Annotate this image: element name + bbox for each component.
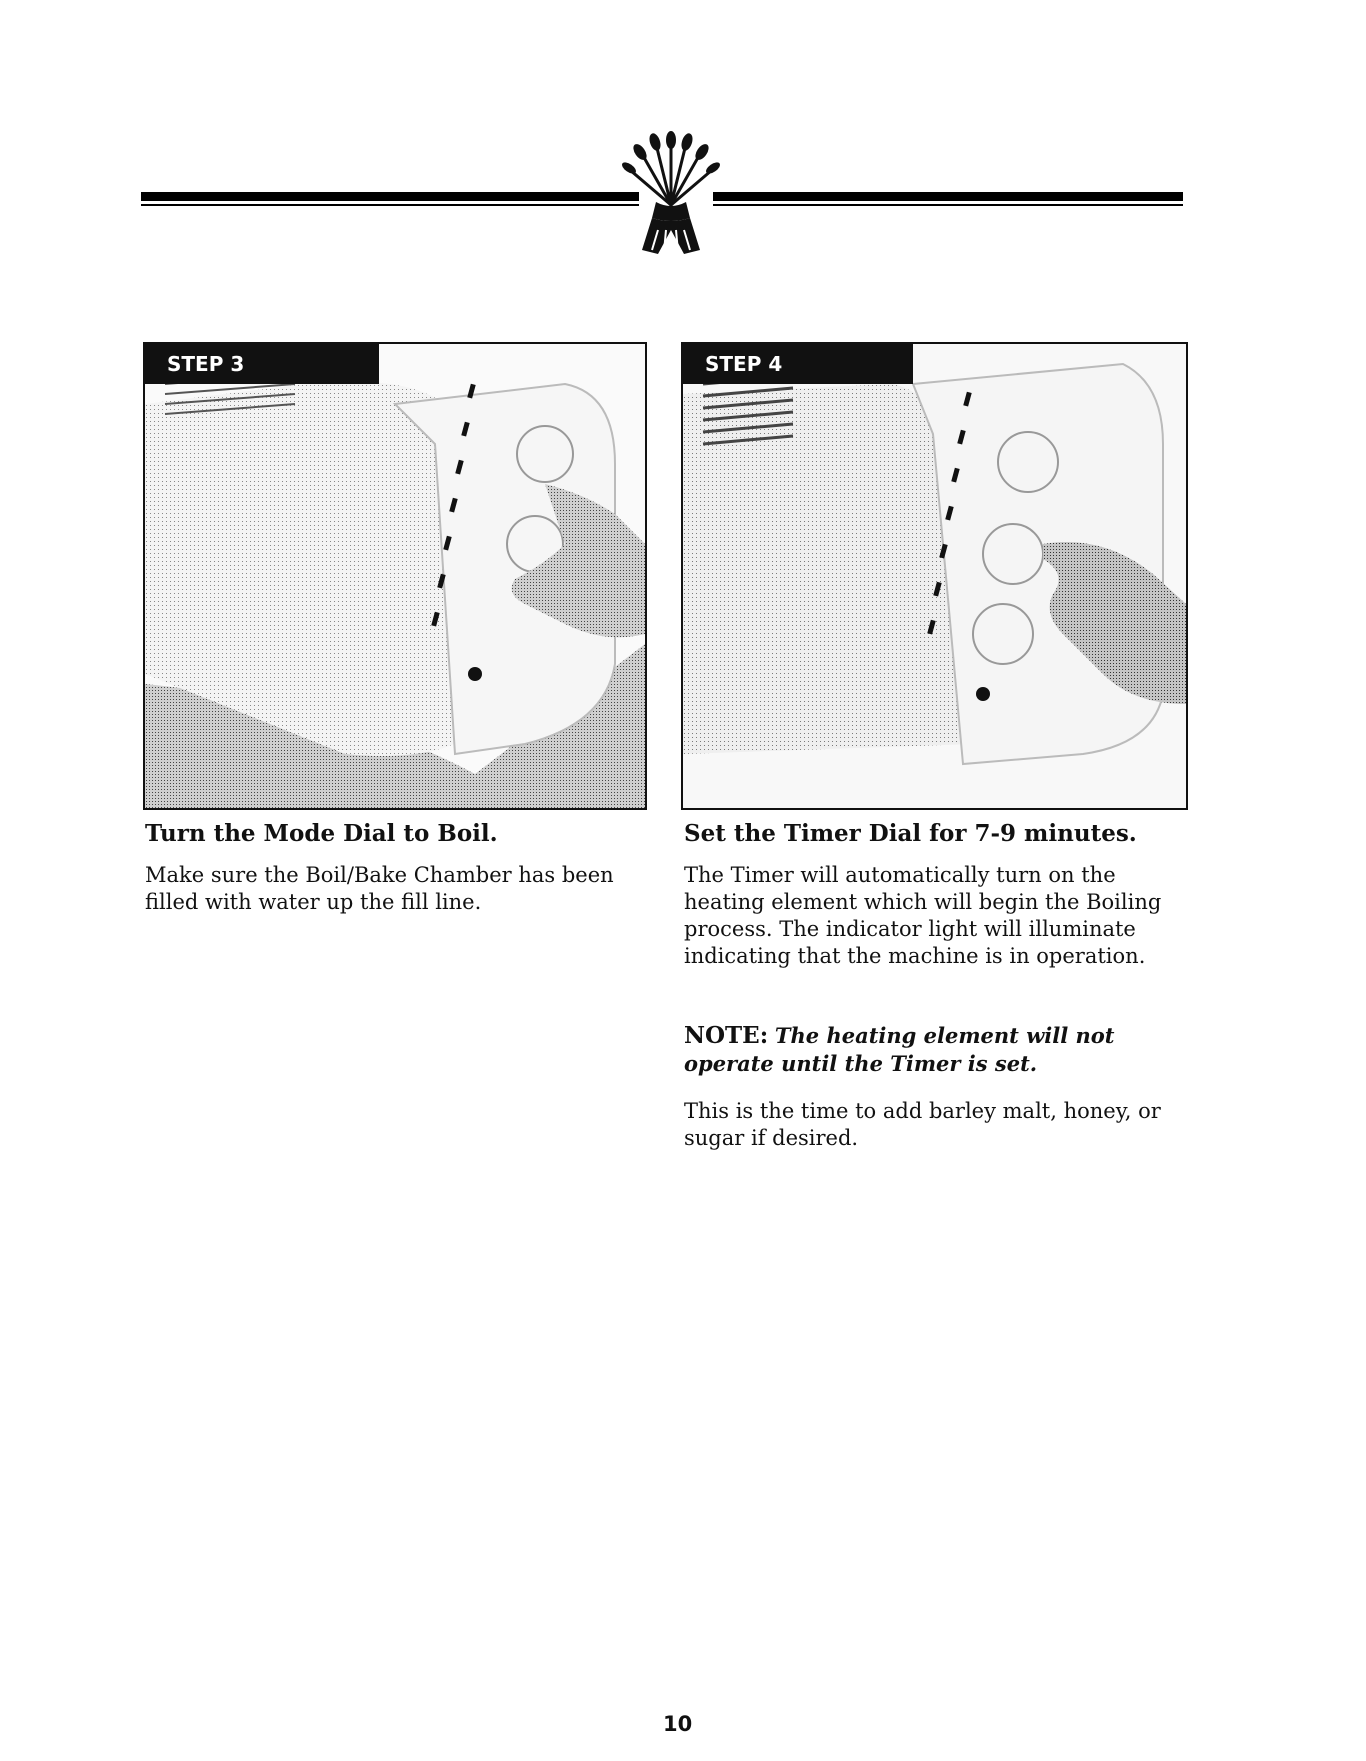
step-3-photo-panel	[143, 342, 647, 810]
step-3-badge: STEP 3	[145, 344, 379, 384]
step-4-badge: STEP 4	[683, 344, 913, 384]
header-rule-left	[141, 192, 639, 201]
page-number: 10	[663, 1712, 693, 1736]
wheat-sheaf-icon	[618, 130, 724, 260]
mode-dial-photo	[145, 344, 645, 808]
step-3-title: Turn the Mode Dial to Boil.	[145, 820, 498, 847]
step-4-photo-panel	[681, 342, 1188, 810]
step-4-tip: This is the time to add barley malt, honey, or sugar if desired.	[684, 1099, 1161, 1150]
note-text: The heating element will not operate until the Timer is set.	[684, 1023, 1115, 1076]
step-4-title: Set the Timer Dial for 7-9 minutes.	[684, 820, 1137, 847]
note-label: NOTE:	[684, 1022, 769, 1049]
timer-dial-photo	[683, 344, 1186, 808]
step-4-note	[684, 1022, 1184, 1078]
step-3-body: Make sure the Boil/Bake Chamber has been filled with water up the fill line.	[145, 863, 614, 914]
header-rule-right	[713, 192, 1183, 201]
step-4-body: The Timer will automatically turn on the heating element which will begin the Boiling process. The indicator light will illuminate indicating that the machine is in operation.	[684, 863, 1162, 968]
